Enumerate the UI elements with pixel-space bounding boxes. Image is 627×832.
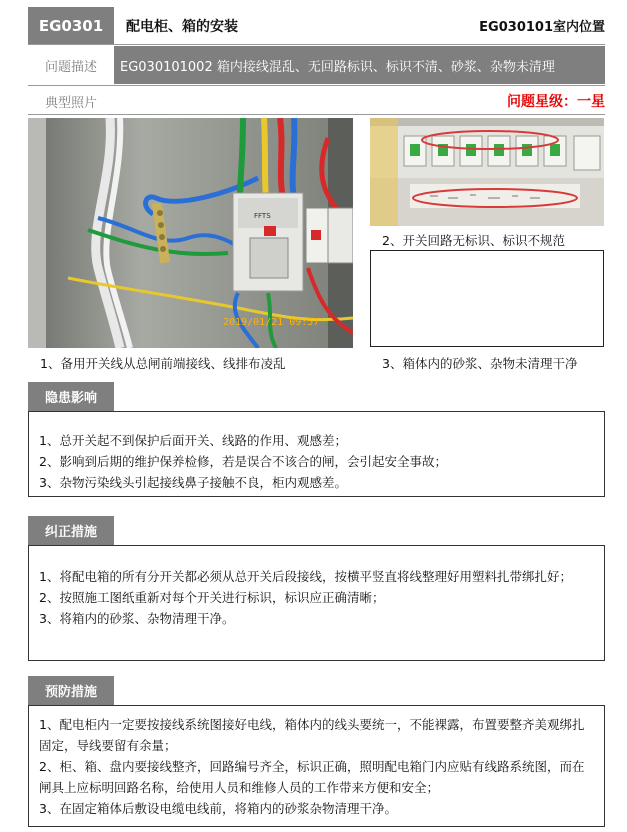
photo-caption-2: 2、开关回路无标识、标识不规范 bbox=[382, 233, 565, 248]
problem-description: EG030101002 箱内接线混乱、无回路标识、标识不清、砂浆、杂物未清理 bbox=[114, 46, 605, 84]
correction-section-box bbox=[28, 545, 605, 661]
prevention-section-title: 预防措施 bbox=[28, 676, 114, 705]
document-code: EG0301 bbox=[28, 7, 114, 44]
position-code: EG030101室内位置 bbox=[479, 20, 605, 35]
photo-caption-1: 1、备用开关线从总闸前端接线、线排布凌乱 bbox=[40, 356, 286, 371]
photo-wiring-chaos bbox=[28, 118, 353, 348]
photo-timestamp: 2019/01/21 09:57 bbox=[223, 317, 320, 328]
problem-label: 问题描述 bbox=[44, 59, 97, 75]
photo-caption-3: 3、箱体内的砂浆、杂物未清理干净 bbox=[382, 356, 578, 371]
breaker-brand-label: FFTS bbox=[254, 212, 271, 220]
correction-line-3: 3、将箱内的砂浆、杂物清理干净。 bbox=[39, 611, 235, 626]
prevention-line-3: 3、在固定箱体后敷设电缆电线前，将箱内的砂浆杂物清理干净。 bbox=[39, 801, 397, 816]
photo-breaker-labels bbox=[370, 118, 604, 226]
document-title: 配电柜、箱的安装 bbox=[126, 18, 238, 35]
severity-rating: 问题星级：一星 bbox=[507, 94, 605, 110]
hazard-section-title: 隐患影响 bbox=[28, 382, 114, 411]
correction-line-2: 2、按照施工图纸重新对每个开关进行标识，标识应正确清晰； bbox=[39, 590, 385, 605]
hazard-line-1: 1、总开关起不到保护后面开关、线路的作用、观感差； bbox=[39, 433, 347, 448]
hazard-section-box bbox=[28, 411, 605, 497]
photos-divider bbox=[28, 114, 605, 115]
prevention-line-2: 2、柜、箱、盘内要接线整齐，回路编号齐全，标识正确，照明配电箱门内应贴有线路系统图，而在闸具上应标明回路名称，给使用人员和维修人员的工作带来方便和安全； bbox=[39, 759, 585, 795]
problem-divider bbox=[28, 85, 605, 86]
photos-label: 典型照片 bbox=[44, 95, 97, 111]
prevention-section-box bbox=[28, 705, 605, 827]
photo-debris-placeholder bbox=[370, 250, 604, 347]
hazard-line-2: 2、影响到后期的维护保养检修，若是误合不该合的闸，会引起安全事故； bbox=[39, 454, 447, 469]
header-divider bbox=[28, 44, 605, 45]
hazard-line-3: 3、杂物污染线头引起接线鼻子接触不良，柜内观感差。 bbox=[39, 475, 347, 490]
correction-line-1: 1、将配电箱的所有分开关都必须从总开关后段接线，按横平竖直将线整理好用塑料扎带绑扎好； bbox=[39, 569, 572, 584]
prevention-line-1: 1、配电柜内一定要按接线系统图接好电线，箱体内的线头要统一，不能裸露，布置要整齐美观绑扎固定，导线要留有余量； bbox=[39, 717, 585, 753]
correction-section-title: 纠正措施 bbox=[28, 516, 114, 545]
